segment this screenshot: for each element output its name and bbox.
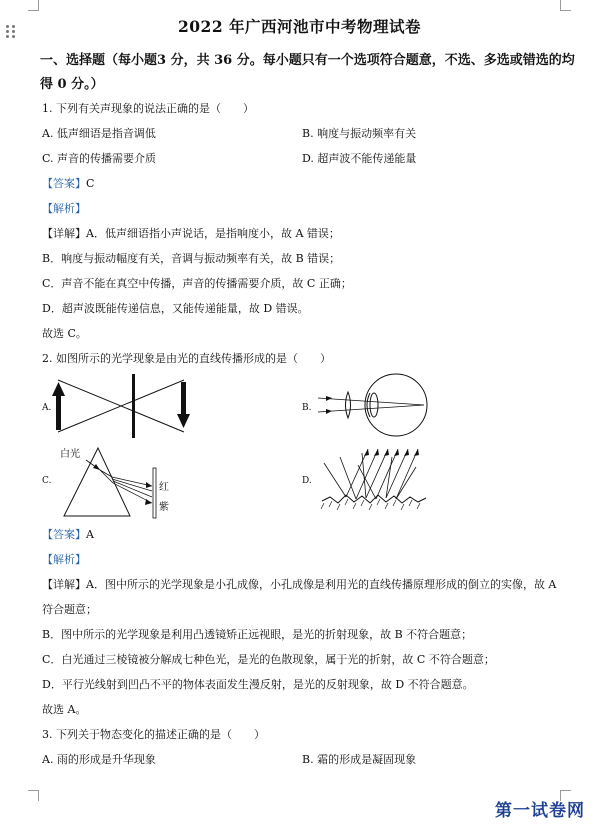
document-title: 2022 年广西河池市中考物理试卷 [177,17,422,36]
q2-detail-1: 【详解】A．图中所示的光学现象是小孔成像，小孔成像是利用光的直线传播原理形成的倒立的实像，故 A [42,578,557,591]
q3-option-b: B. 霜的形成是凝固现象 [302,753,417,766]
crop-mark-bottom-left [28,790,39,801]
q2-label-c: C. [42,476,52,486]
q1-detail-3: C．声音不能在真空中传播，声音的传播需要介质，故 C 正确； [42,277,352,290]
q1-answer-label: 【答案】 [42,177,86,190]
q1-answer [42,176,94,192]
q2-conclusion: 故选 A。 [42,703,87,716]
prism-dispersion-figure [52,440,162,522]
pinhole-imaging-figure [52,372,202,440]
q1-option-c: C. 声音的传播需要介质 [42,152,157,165]
q1-answer-value: C [86,177,95,190]
q2-answer-value: A [86,528,94,541]
q2-answer-label: 【答案】 [42,528,86,541]
q1-conclusion: 故选 C。 [42,327,87,340]
white-light-label: 白光 [60,449,80,460]
q2-answer [42,527,94,543]
crop-mark-top-right [560,0,571,11]
q1-analysis-label: 【解析】 [42,202,86,215]
red-light-label: 红 [159,482,169,493]
section-header-line1: 一、选择题（每小题3 分，共 36 分。每小题只有一个选项符合题意，不选、多选或错选的均 [40,53,575,68]
q2-detail-4: C．白光通过三棱镜被分解成七种色光，是光的色散现象，属于光的折射，故 C 不符合题意； [42,653,495,666]
q1-detail-2: B．响度与振动幅度有关，音调与振动频率有关，故 B 错误； [42,252,341,265]
q2-detail-2: 符合题意； [42,603,97,616]
q1-detail-1: 【详解】A．低声细语指小声说话，是指响度小，故 A 错误； [42,227,340,240]
q2-label-d: D. [302,476,312,486]
violet-light-label: 紫 [159,502,169,513]
q2-label-a: A. [42,403,52,413]
q3-stem: 3. 下列关于物态变化的描述正确的是（ ） [42,728,265,741]
q3-option-a: A. 雨的形成是升华现象 [42,753,156,766]
q2-stem: 2. 如图所示的光学现象是由光的直线传播形成的是（ ） [42,352,331,365]
q2-label-b: B. [302,403,312,413]
q1-option-b: B. 响度与振动频率有关 [302,127,417,140]
q2-analysis-label: 【解析】 [42,553,86,566]
section-header-line2: 得 0 分。） [40,77,104,92]
q2-detail-3: B．图中所示的光学现象是利用凸透镜矫正远视眼，是光的折射现象，故 B 不符合题意； [42,628,473,641]
eye-lens-figure [318,370,433,440]
diffuse-reflection-figure [318,443,433,515]
q1-stem: 1. 下列有关声现象的说法正确的是（ ） [42,102,254,115]
q1-option-a: A. 低声细语是指音调低 [42,127,156,140]
q1-detail-4: D．超声波既能传递信息，又能传递能量，故 D 错误。 [42,302,309,315]
site-watermark: 第一试卷网 [495,801,585,821]
q1-option-d: D. 超声波不能传递能量 [302,152,417,165]
crop-mark-top-left [28,0,39,11]
q2-detail-5: D．平行光线射到凹凸不平的物体表面发生漫反射，是光的反射现象，故 D 不符合题意。 [42,678,474,691]
